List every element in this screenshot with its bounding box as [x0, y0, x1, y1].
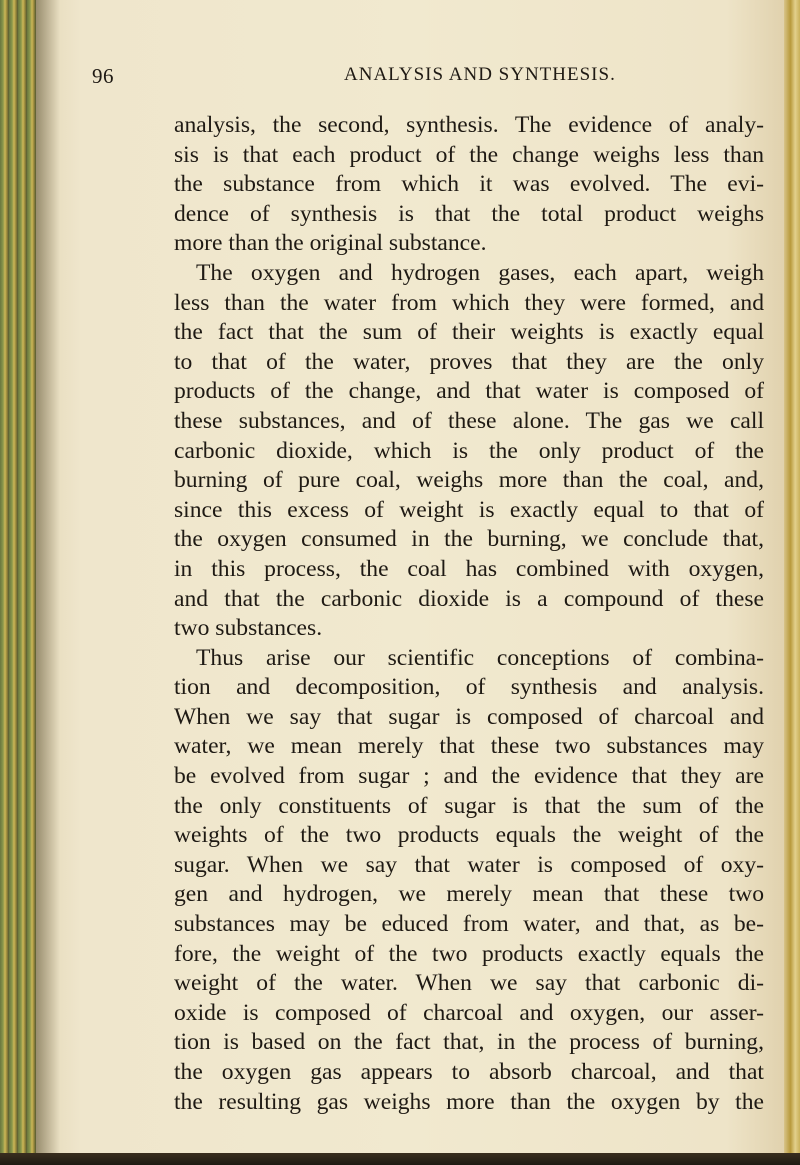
body-text: [174, 111, 764, 1117]
gutter-shadow: [36, 0, 60, 1165]
text-line: the only constituents of sugar is that the sum of the: [174, 792, 764, 819]
text-line: be evolved from sugar ; and the evidence that they are: [174, 763, 764, 790]
text-line: products of the change, and that water is composed of: [174, 378, 764, 405]
text-line: the oxygen gas appears to absorb charcoal, and that: [174, 1059, 764, 1085]
text-line: burning of pure coal, weighs more than the coal, and,: [174, 467, 764, 494]
text-line: sis is that each product of the change weighs less than: [174, 141, 764, 168]
text-line: dence of synthesis is that the total product weighs: [174, 200, 764, 227]
text-line: the substance from which it was evolved. The evi-: [174, 171, 764, 198]
page-number: 96: [92, 64, 114, 88]
text-line: oxide is composed of charcoal and oxygen, our asser-: [174, 999, 764, 1026]
text-line: the fact that the sum of their weights is exactly equal: [174, 319, 764, 346]
text-line: the resulting gas weighs more than the oxygen by the: [174, 1088, 764, 1115]
text-line: tion and decomposition, of synthesis and analysis.: [174, 674, 764, 701]
text-line: Thus arise our scientific conceptions of combina-: [196, 644, 764, 671]
text-line: tion is based on the fact that, in the process of burning,: [174, 1029, 764, 1056]
page-bottom-edge: [0, 1153, 800, 1165]
text-line: and that the carbonic dioxide is a compound of these: [174, 585, 764, 612]
text-line: analysis, the second, synthesis. The evidence of analy-: [174, 112, 764, 138]
text-line: weights of the two products equals the weight of the: [174, 822, 764, 849]
page-edge-right: [784, 0, 800, 1165]
text-line: weight of the water. When we say that carbonic di-: [174, 970, 764, 997]
text-line: The oxygen and hydrogen gases, each apart, weigh: [196, 259, 764, 286]
text-line: substances may be educed from water, and that, as be-: [174, 911, 764, 938]
text-line: more than the original substance.: [174, 230, 487, 257]
text-line: two substances.: [174, 615, 323, 642]
text-line: the oxygen consumed in the burning, we conclude that,: [174, 526, 764, 553]
text-line: When we say that sugar is composed of charcoal and: [174, 703, 764, 730]
text-line: in this process, the coal has combined with oxygen,: [174, 555, 764, 582]
text-line: these substances, and of these alone. The gas we call: [174, 407, 764, 434]
running-head: ANALYSIS AND SYNTHESIS.: [344, 64, 616, 85]
page-header: [92, 64, 752, 94]
text-line: water, we mean merely that these two substances may: [174, 733, 764, 760]
book-spine-edge: [0, 0, 40, 1165]
text-line: gen and hydrogen, we merely mean that these two: [174, 881, 764, 908]
text-line: to that of the water, proves that they are the only: [174, 348, 764, 375]
text-line: less than the water from which they were formed, and: [174, 289, 764, 316]
text-line: carbonic dioxide, which is the only product of the: [174, 437, 764, 464]
text-line: fore, the weight of the two products exactly equals the: [174, 940, 764, 967]
text-line: sugar. When we say that water is composed of oxy-: [174, 851, 764, 878]
text-line: since this excess of weight is exactly equal to that of: [174, 496, 764, 523]
